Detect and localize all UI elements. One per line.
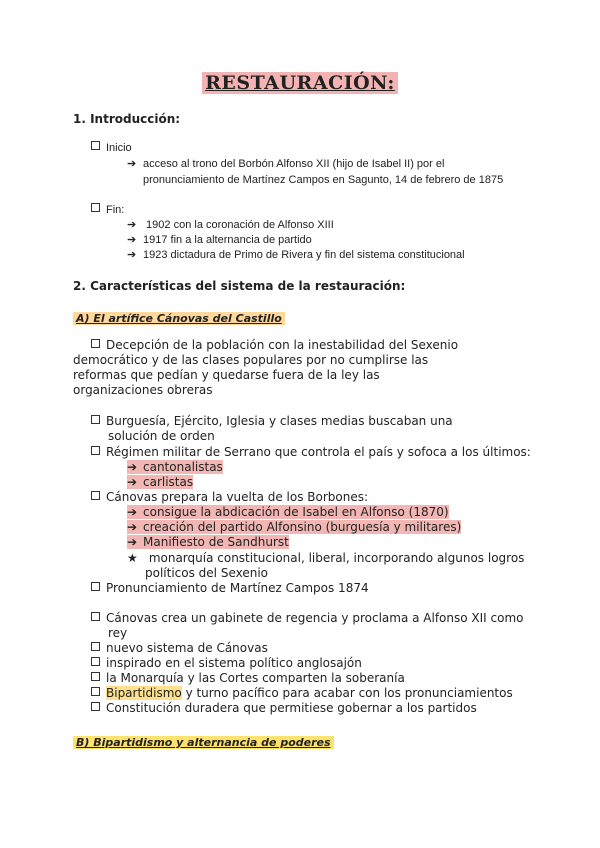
bullet-item: Cánovas crea un gabinete de regencia y proclama a Alfonso XII como bbox=[91, 611, 524, 626]
checkbox-bullet-icon bbox=[91, 415, 100, 424]
bullet-inicio: Inicio bbox=[91, 141, 132, 156]
bullet-fin: Fin: bbox=[91, 203, 124, 218]
section-1-heading: 1. Introducción: bbox=[73, 112, 181, 126]
arrow-icon: ➔ bbox=[127, 535, 138, 549]
bullet-item: Bipartidismo y turno pacífico para acabar con los pronunciamientos bbox=[91, 686, 513, 701]
bullet-item: Cánovas prepara la vuelta de los Borbones: bbox=[91, 490, 368, 505]
checkbox-bullet-icon bbox=[91, 446, 100, 455]
bullet-item: la Monarquía y las Cortes comparten la soberanía bbox=[91, 671, 405, 686]
arrow-icon: ➔ bbox=[127, 234, 137, 246]
arrow-icon: ➔ bbox=[127, 219, 137, 231]
checkbox-bullet-icon bbox=[91, 612, 100, 621]
page-title: RESTAURACIÓN: bbox=[0, 72, 600, 94]
arrow-item: ➔ carlistas bbox=[127, 475, 194, 489]
paragraph-line: organizaciones obreras bbox=[73, 383, 213, 397]
checkbox-bullet-icon bbox=[91, 702, 100, 711]
arrow-item: ➔ 1917 fin a la alternancia de partido bbox=[127, 234, 312, 246]
checkbox-bullet-icon bbox=[91, 339, 100, 348]
paragraph-line: reformas que pedían y quedarse fuera de la ley las bbox=[73, 368, 380, 382]
arrow-item: ➔ 1923 dictadura de Primo de Rivera y fin del sistema constitucional bbox=[127, 249, 465, 261]
bullet-item: nuevo sistema de Cánovas bbox=[91, 641, 268, 656]
bullet-item: inspirado en el sistema político anglosajón bbox=[91, 656, 362, 671]
checkbox-bullet-icon bbox=[91, 657, 100, 666]
bullet-item: Constitución duradera que permitiese gobernar a los partidos bbox=[91, 701, 477, 716]
arrow-icon: ➔ bbox=[127, 460, 138, 474]
section-2-heading: 2. Características del sistema de la restauración: bbox=[73, 279, 406, 293]
arrow-item: ➔ Manifiesto de Sandhurst bbox=[127, 535, 289, 549]
arrow-icon: ➔ bbox=[127, 475, 138, 489]
bullet-item: Régimen militar de Serrano que controla el país y sofoca a los últimos: bbox=[91, 445, 531, 460]
checkbox-bullet-icon bbox=[91, 491, 100, 500]
star-item: ★ monarquía constitucional, liberal, incorporando algunos logros bbox=[127, 551, 525, 565]
bullet-item: Burguesía, Ejército, Iglesia y clases medias buscaban una bbox=[91, 414, 453, 429]
arrow-icon: ➔ bbox=[127, 505, 138, 519]
arrow-icon: ➔ bbox=[127, 520, 138, 534]
checkbox-bullet-icon bbox=[91, 687, 100, 696]
bullet-item: Pronunciamiento de Martínez Campos 1874 bbox=[91, 581, 369, 596]
arrow-icon: ➔ bbox=[127, 249, 137, 261]
subheading-a: A) El artífice Cánovas del Castillo bbox=[73, 309, 285, 327]
checkbox-bullet-icon bbox=[91, 203, 100, 212]
arrow-item: ➔ cantonalistas bbox=[127, 460, 223, 474]
bullet-item-continuation: rey bbox=[108, 626, 128, 640]
arrow-item: ➔ acceso al trono del Borbón Alfonso XII (hijo de Isabel II) por el bbox=[127, 158, 445, 170]
star-icon: ★ bbox=[127, 551, 138, 565]
highlight-bipartidismo: Bipartidismo bbox=[106, 686, 182, 700]
checkbox-bullet-icon bbox=[91, 642, 100, 651]
star-item-continuation: políticos del Sexenio bbox=[145, 566, 269, 580]
arrow-icon: ➔ bbox=[127, 158, 137, 170]
checkbox-bullet-icon bbox=[91, 672, 100, 681]
bullet-item-continuation: solución de orden bbox=[108, 429, 215, 443]
arrow-item: ➔ creación del partido Alfonsino (burguesía y militares) bbox=[127, 520, 462, 534]
checkbox-bullet-icon bbox=[91, 582, 100, 591]
arrow-item: ➔ consigue la abdicación de Isabel en Alfonso (1870) bbox=[127, 505, 449, 519]
paragraph-line: Decepción de la población con la inestabilidad del Sexenio bbox=[91, 338, 458, 353]
checkbox-bullet-icon bbox=[91, 141, 100, 150]
arrow-item-continuation: pronunciamiento de Martínez Campos en Sagunto, 14 de febrero de 1875 bbox=[143, 174, 504, 186]
arrow-item: ➔ 1902 con la coronación de Alfonso XIII bbox=[127, 219, 334, 231]
paragraph-line: democrático y de las clases populares por no cumplirse las bbox=[73, 353, 429, 367]
subheading-b: B) Bipartidismo y alternancia de poderes bbox=[73, 733, 334, 751]
